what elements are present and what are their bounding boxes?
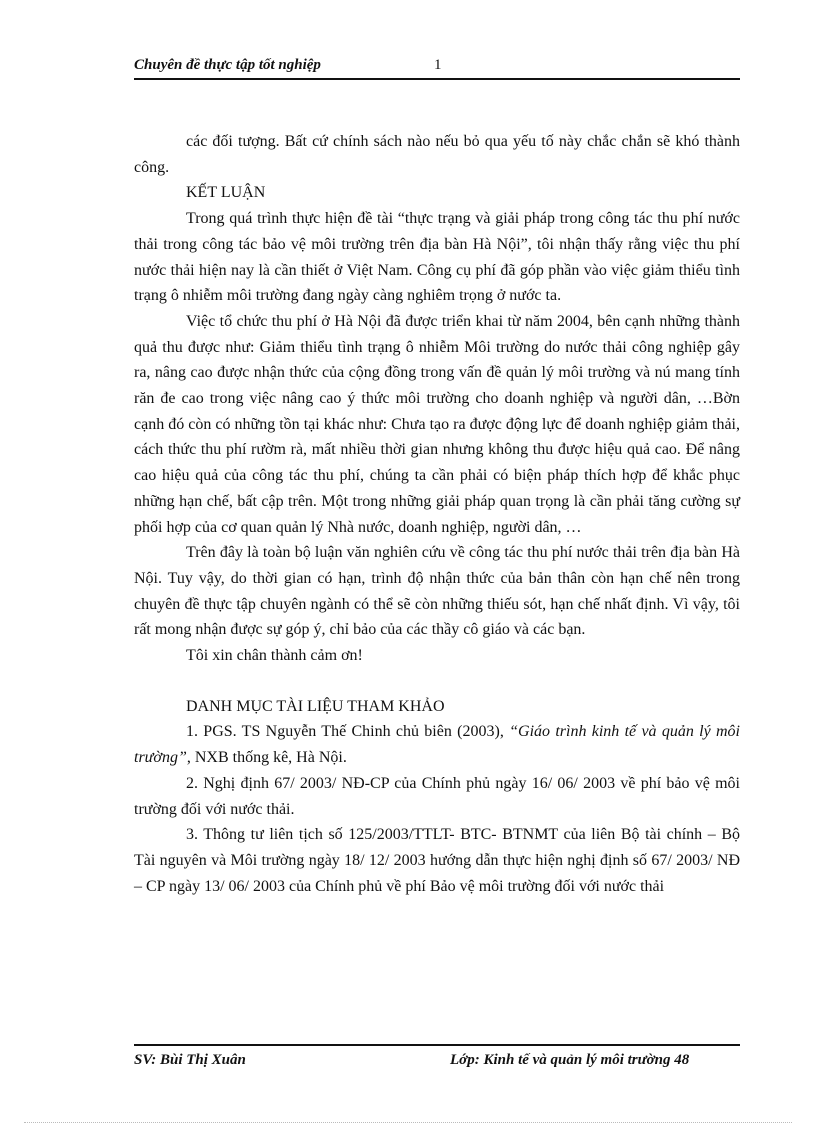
paragraph-thanks: Tôi xin chân thành cảm ơn! [186, 647, 363, 665]
paragraph-conclusion-3: Trên đây là toàn bộ luận văn nghiên cứu về công tác thu phí nước thải trên địa bàn Hà Nội. Tuy vậy, do thời gian có hạn, trình độ nhận thức của bản thân còn hạn chế nên trong chuyên đề thực tập chuyên ngành có thể sẽ còn những thiếu sót, hạn chế nhất định. Vì vậy, tôi rất mong nhận được sự góp ý, chỉ bảo của các thầy cô giáo và các bạn. [134, 544, 740, 639]
paragraph-conclusion-2: Việc tổ chức thu phí ở Hà Nội đã được triển khai từ năm 2004, bên cạnh những thành quả thu được như: Giảm thiểu tình trạng ô nhiễm Môi trường do nước thải công nghiệp gây ra, nâng cao được nhận thức của cộng đồng trong vấn đề quản lý môi trường và nú mang tính răn đe cao trong việc nâng cao ý thức môi trường cho doanh nghiệp và người dân, …Bờn cạnh đó còn có những tồn tại khác như: Chưa tạo ra được động lực để doanh nghiệp giảm thải, cách thức thu phí rườm rà, mất nhiều thời gian nhưng không thu được hiệu quả cao. Để nâng cao hiệu quả của công tác thu phí, chúng ta cần phải có biện pháp thích hợp để khắc phục những hạn chế, bất cập trên. Một trong những giải pháp quan trọng là cần phải tăng cường sự phối hợp của cơ quan quản lý Nhà nước, doanh nghiệp, người dân, … [134, 312, 740, 536]
references-heading: DANH MỤC TÀI LIỆU THAM KHẢO [186, 697, 445, 715]
reference-1-book-title: “Giáo trình kinh tế và quản lý môi trường” [134, 723, 740, 767]
header-title: Chuyên đề thực tập tốt nghiệp [134, 57, 321, 73]
reference-item-1 [134, 719, 740, 770]
page-number: 1 [434, 57, 442, 73]
footer-student: SV: Bùi Thị Xuân [134, 1052, 246, 1068]
reference-item-3: 3. Thông tư liên tịch số 125/2003/TTLT- BTC- BTNMT của liên Bộ tài chính – Bộ Tài nguyên và Môi trường ngày 18/ 12/ 2003 hướng dẫn thực hiện nghị định số 67/ 2003/ NĐ – CP ngày 13/ 06/ 2003 của Chính phủ về phí Bảo vệ môi trường đối với nước thải [134, 826, 740, 895]
section-heading-conclusion: KẾT LUẬN [186, 184, 266, 202]
reference-1-prefix: 1. PGS. TS Nguyễn Thế Chinh chủ biên (2003), [186, 723, 510, 741]
reference-1-suffix: , NXB thống kê, Hà Nội. [186, 749, 347, 767]
paragraph-continuation: các đối tượng. Bất cứ chính sách nào nếu bỏ qua yếu tố này chắc chắn sẽ khó thành công. [134, 133, 740, 176]
reference-item-2: 2. Nghị định 67/ 2003/ NĐ-CP của Chính phủ ngày 16/ 06/ 2003 về phí bảo vệ môi trường đối với nước thải. [134, 774, 740, 818]
document-body [134, 129, 740, 899]
spacer [134, 669, 740, 694]
page-footer [134, 1044, 740, 1070]
paragraph-conclusion-1: Trong quá trình thực hiện đề tài “thực trạng và giải pháp trong công tác thu phí nước thải trong công tác bảo vệ môi trường trên địa bàn Hà Nội”, tôi nhận thấy rằng việc thu phí nước thải hiện nay là cần thiết ở Việt Nam. Công cụ phí đã góp phần vào việc giảm thiểu tình trạng ô nhiễm môi trường đang ngày càng nghiêm trọng ở nước ta. [134, 210, 740, 305]
footer-class: Lớp: Kinh tế và quản lý môi trường 48 [450, 1052, 690, 1068]
page-header [134, 56, 740, 80]
